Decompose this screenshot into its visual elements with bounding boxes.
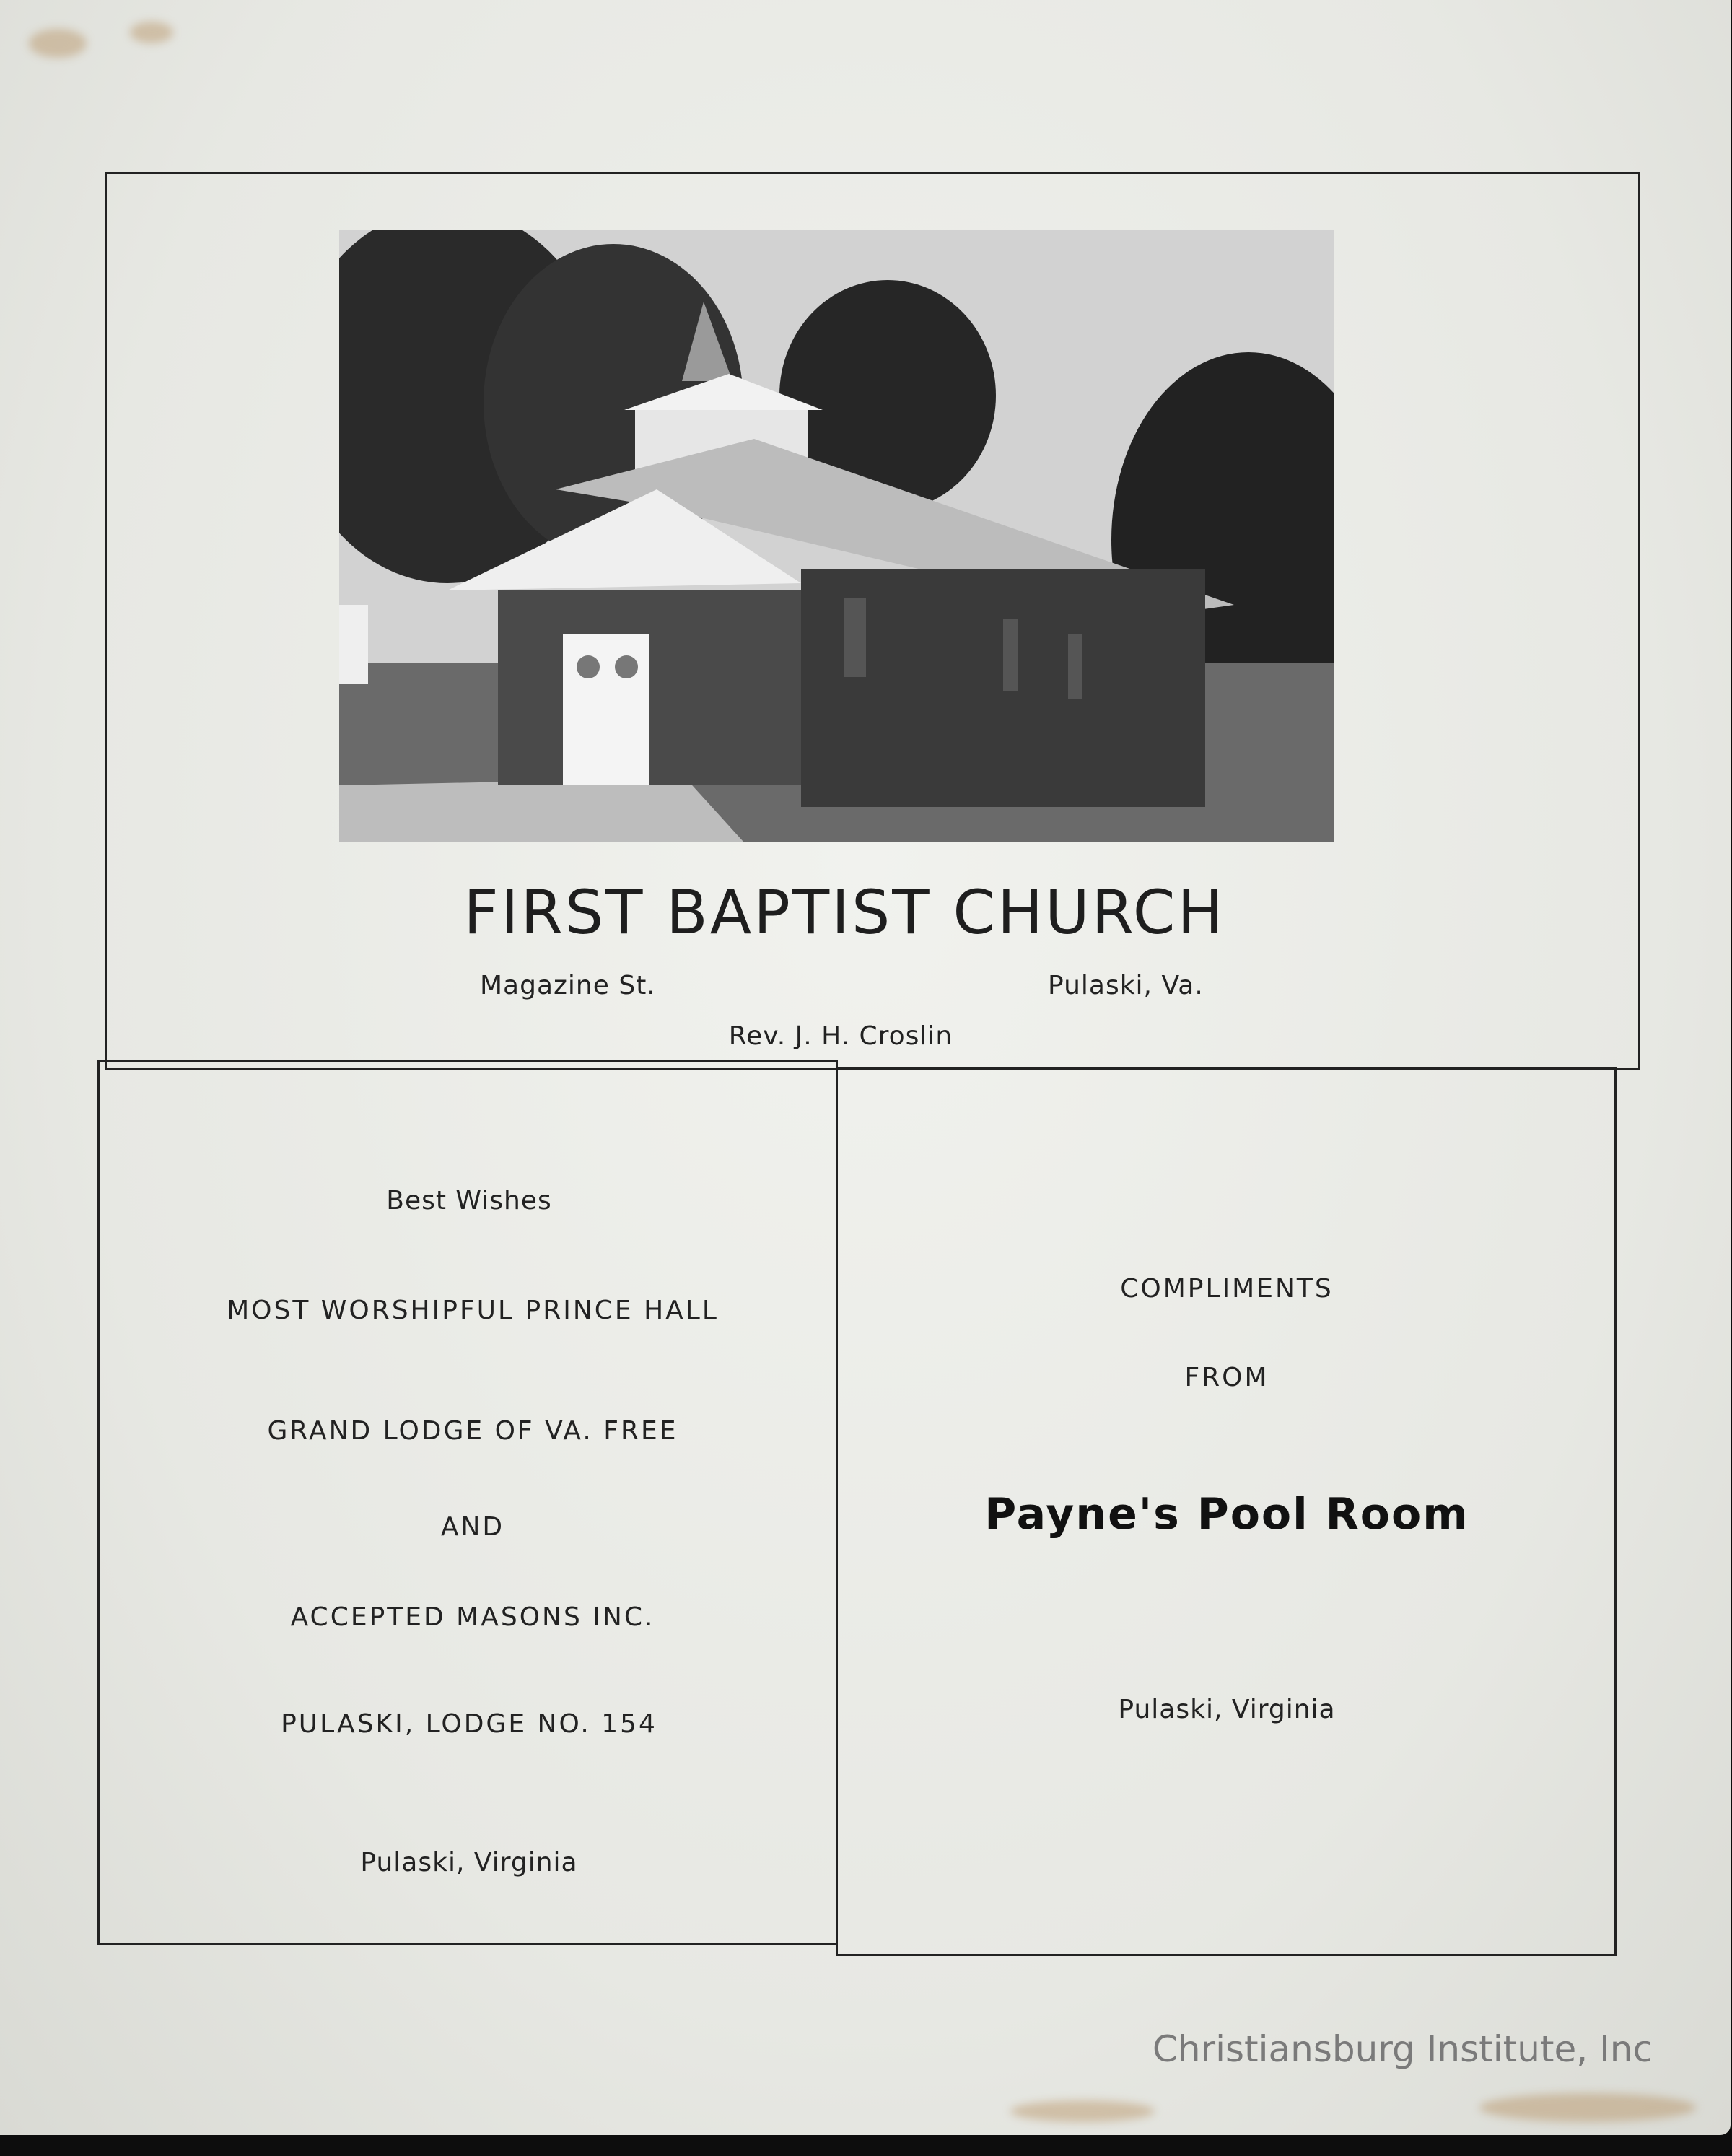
lodge-line-2: GRAND LODGE OF VA. FREE xyxy=(267,1416,678,1446)
lodge-greeting: Best Wishes xyxy=(386,1186,552,1216)
church-photo xyxy=(339,230,1334,842)
watermark: Christiansburg Institute, Inc xyxy=(1152,2028,1653,2070)
church-street: Magazine St. xyxy=(480,971,656,1000)
poolroom-location: Pulaski, Virginia xyxy=(1118,1695,1336,1724)
poolroom-name: Payne's Pool Room xyxy=(984,1489,1469,1540)
church-pastor: Rev. J. H. Croslin xyxy=(728,1021,953,1051)
lodge-line-4: ACCEPTED MASONS INC. xyxy=(290,1602,655,1632)
lodge-line-3: AND xyxy=(440,1512,505,1542)
lodge-line-5: PULASKI, LODGE NO. 154 xyxy=(281,1709,657,1739)
poolroom-line-1: COMPLIMENTS xyxy=(1120,1274,1334,1304)
church-city: Pulaski, Va. xyxy=(1048,971,1204,1000)
lodge-location: Pulaski, Virginia xyxy=(360,1848,578,1877)
poolroom-line-2: FROM xyxy=(1184,1363,1269,1392)
lodge-line-1: MOST WORSHIPFUL PRINCE HALL xyxy=(227,1296,719,1325)
church-name: FIRST BAPTIST CHURCH xyxy=(463,877,1225,948)
